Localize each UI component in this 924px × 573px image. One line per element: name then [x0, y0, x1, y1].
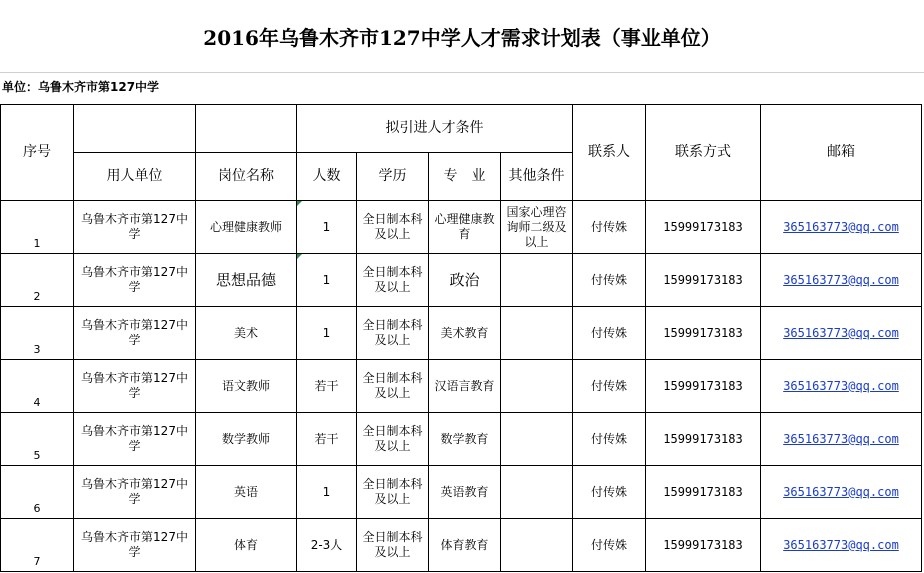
- employer-cell: 乌鲁木齐市第127中学: [74, 254, 196, 307]
- education-cell: 全日制本科及以上: [357, 413, 429, 466]
- education-cell: 全日制本科及以上: [357, 307, 429, 360]
- contact-cell: 付传姝: [573, 519, 646, 572]
- header-email: 邮箱: [761, 105, 922, 201]
- contact-cell: 付传姝: [573, 201, 646, 254]
- header-education: 学历: [357, 153, 429, 201]
- position-cell: 美术: [196, 307, 297, 360]
- employer-cell: 乌鲁木齐市第127中学: [74, 466, 196, 519]
- table-row: [1, 519, 922, 572]
- other-cell: [501, 466, 573, 519]
- education-cell: 全日制本科及以上: [357, 466, 429, 519]
- email-link[interactable]: 365163773@qq.com: [783, 219, 899, 234]
- email-link[interactable]: 365163773@qq.com: [783, 484, 899, 499]
- major-cell: 数学教育: [429, 413, 501, 466]
- major-cell: 心理健康教育: [429, 201, 501, 254]
- page-title: 2016年乌鲁木齐市127中学人才需求计划表（事业单位）: [203, 25, 721, 50]
- header-count: 人数: [297, 153, 357, 201]
- other-cell: [501, 307, 573, 360]
- count-cell: 若干: [297, 413, 357, 466]
- education-cell: 全日制本科及以上: [357, 360, 429, 413]
- email-link[interactable]: 365163773@qq.com: [783, 431, 899, 446]
- email-cell: [761, 413, 922, 466]
- header-seq: 序号: [1, 105, 74, 201]
- phone-cell: 15999173183: [646, 413, 761, 466]
- table-row: [1, 360, 922, 413]
- count-cell: 2-3人: [297, 519, 357, 572]
- position-cell: 数学教师: [196, 413, 297, 466]
- other-cell: [501, 360, 573, 413]
- other-cell: [501, 254, 573, 307]
- count-cell: 若干: [297, 360, 357, 413]
- divider: [0, 72, 924, 73]
- contact-cell: 付传姝: [573, 360, 646, 413]
- major-cell: 体育教育: [429, 519, 501, 572]
- talent-demand-table: [0, 104, 922, 572]
- email-cell: [761, 360, 922, 413]
- phone-cell: 15999173183: [646, 307, 761, 360]
- education-cell: 全日制本科及以上: [357, 254, 429, 307]
- header-phone: 联系方式: [646, 105, 761, 201]
- position-cell: 体育: [196, 519, 297, 572]
- header-conditions: 拟引进人才条件: [297, 105, 573, 153]
- count-cell: 1: [297, 201, 357, 254]
- phone-cell: 15999173183: [646, 201, 761, 254]
- contact-cell: 付传姝: [573, 254, 646, 307]
- header-row-1: [1, 105, 922, 153]
- table-row: [1, 466, 922, 519]
- table-row: [1, 307, 922, 360]
- major-cell: 汉语言教育: [429, 360, 501, 413]
- email-cell: [761, 466, 922, 519]
- seq-cell: 6: [1, 466, 74, 519]
- seq-cell: 3: [1, 307, 74, 360]
- email-link[interactable]: 365163773@qq.com: [783, 537, 899, 552]
- email-cell: [761, 307, 922, 360]
- phone-cell: 15999173183: [646, 466, 761, 519]
- contact-cell: 付传姝: [573, 307, 646, 360]
- header-major: 专 业: [429, 153, 501, 201]
- seq-cell: 4: [1, 360, 74, 413]
- employer-cell: 乌鲁木齐市第127中学: [74, 360, 196, 413]
- email-link[interactable]: 365163773@qq.com: [783, 378, 899, 393]
- email-link[interactable]: 365163773@qq.com: [783, 272, 899, 287]
- count-cell: 1: [297, 307, 357, 360]
- header-blank-employer: [74, 105, 196, 153]
- position-cell: 心理健康教师: [196, 201, 297, 254]
- position-cell: 英语: [196, 466, 297, 519]
- education-cell: 全日制本科及以上: [357, 519, 429, 572]
- seq-cell: 5: [1, 413, 74, 466]
- email-cell: [761, 254, 922, 307]
- major-cell: 政治: [429, 254, 501, 307]
- position-cell: 语文教师: [196, 360, 297, 413]
- count-cell: 1: [297, 466, 357, 519]
- phone-cell: 15999173183: [646, 360, 761, 413]
- seq-cell: 2: [1, 254, 74, 307]
- unit-label: 单位：乌鲁木齐市第127中学: [2, 80, 160, 94]
- table-row: [1, 413, 922, 466]
- table-row: [1, 254, 922, 307]
- email-cell: [761, 201, 922, 254]
- employer-cell: 乌鲁木齐市第127中学: [74, 413, 196, 466]
- employer-cell: 乌鲁木齐市第127中学: [74, 307, 196, 360]
- header-employer: 用人单位: [74, 153, 196, 201]
- header-contact: 联系人: [573, 105, 646, 201]
- header-position: 岗位名称: [196, 153, 297, 201]
- email-cell: [761, 519, 922, 572]
- contact-cell: 付传姝: [573, 413, 646, 466]
- major-cell: 英语教育: [429, 466, 501, 519]
- employer-cell: 乌鲁木齐市第127中学: [74, 201, 196, 254]
- other-cell: [501, 413, 573, 466]
- phone-cell: 15999173183: [646, 254, 761, 307]
- email-link[interactable]: 365163773@qq.com: [783, 325, 899, 340]
- table-row: [1, 201, 922, 254]
- contact-cell: 付传姝: [573, 466, 646, 519]
- header-other: 其他条件: [501, 153, 573, 201]
- position-cell: 思想品德: [196, 254, 297, 307]
- education-cell: 全日制本科及以上: [357, 201, 429, 254]
- seq-cell: 1: [1, 201, 74, 254]
- count-cell: 1: [297, 254, 357, 307]
- phone-cell: 15999173183: [646, 519, 761, 572]
- other-cell: 国家心理咨询师二级及以上: [501, 201, 573, 254]
- seq-cell: 7: [1, 519, 74, 572]
- major-cell: 美术教育: [429, 307, 501, 360]
- header-blank-position: [196, 105, 297, 153]
- employer-cell: 乌鲁木齐市第127中学: [74, 519, 196, 572]
- other-cell: [501, 519, 573, 572]
